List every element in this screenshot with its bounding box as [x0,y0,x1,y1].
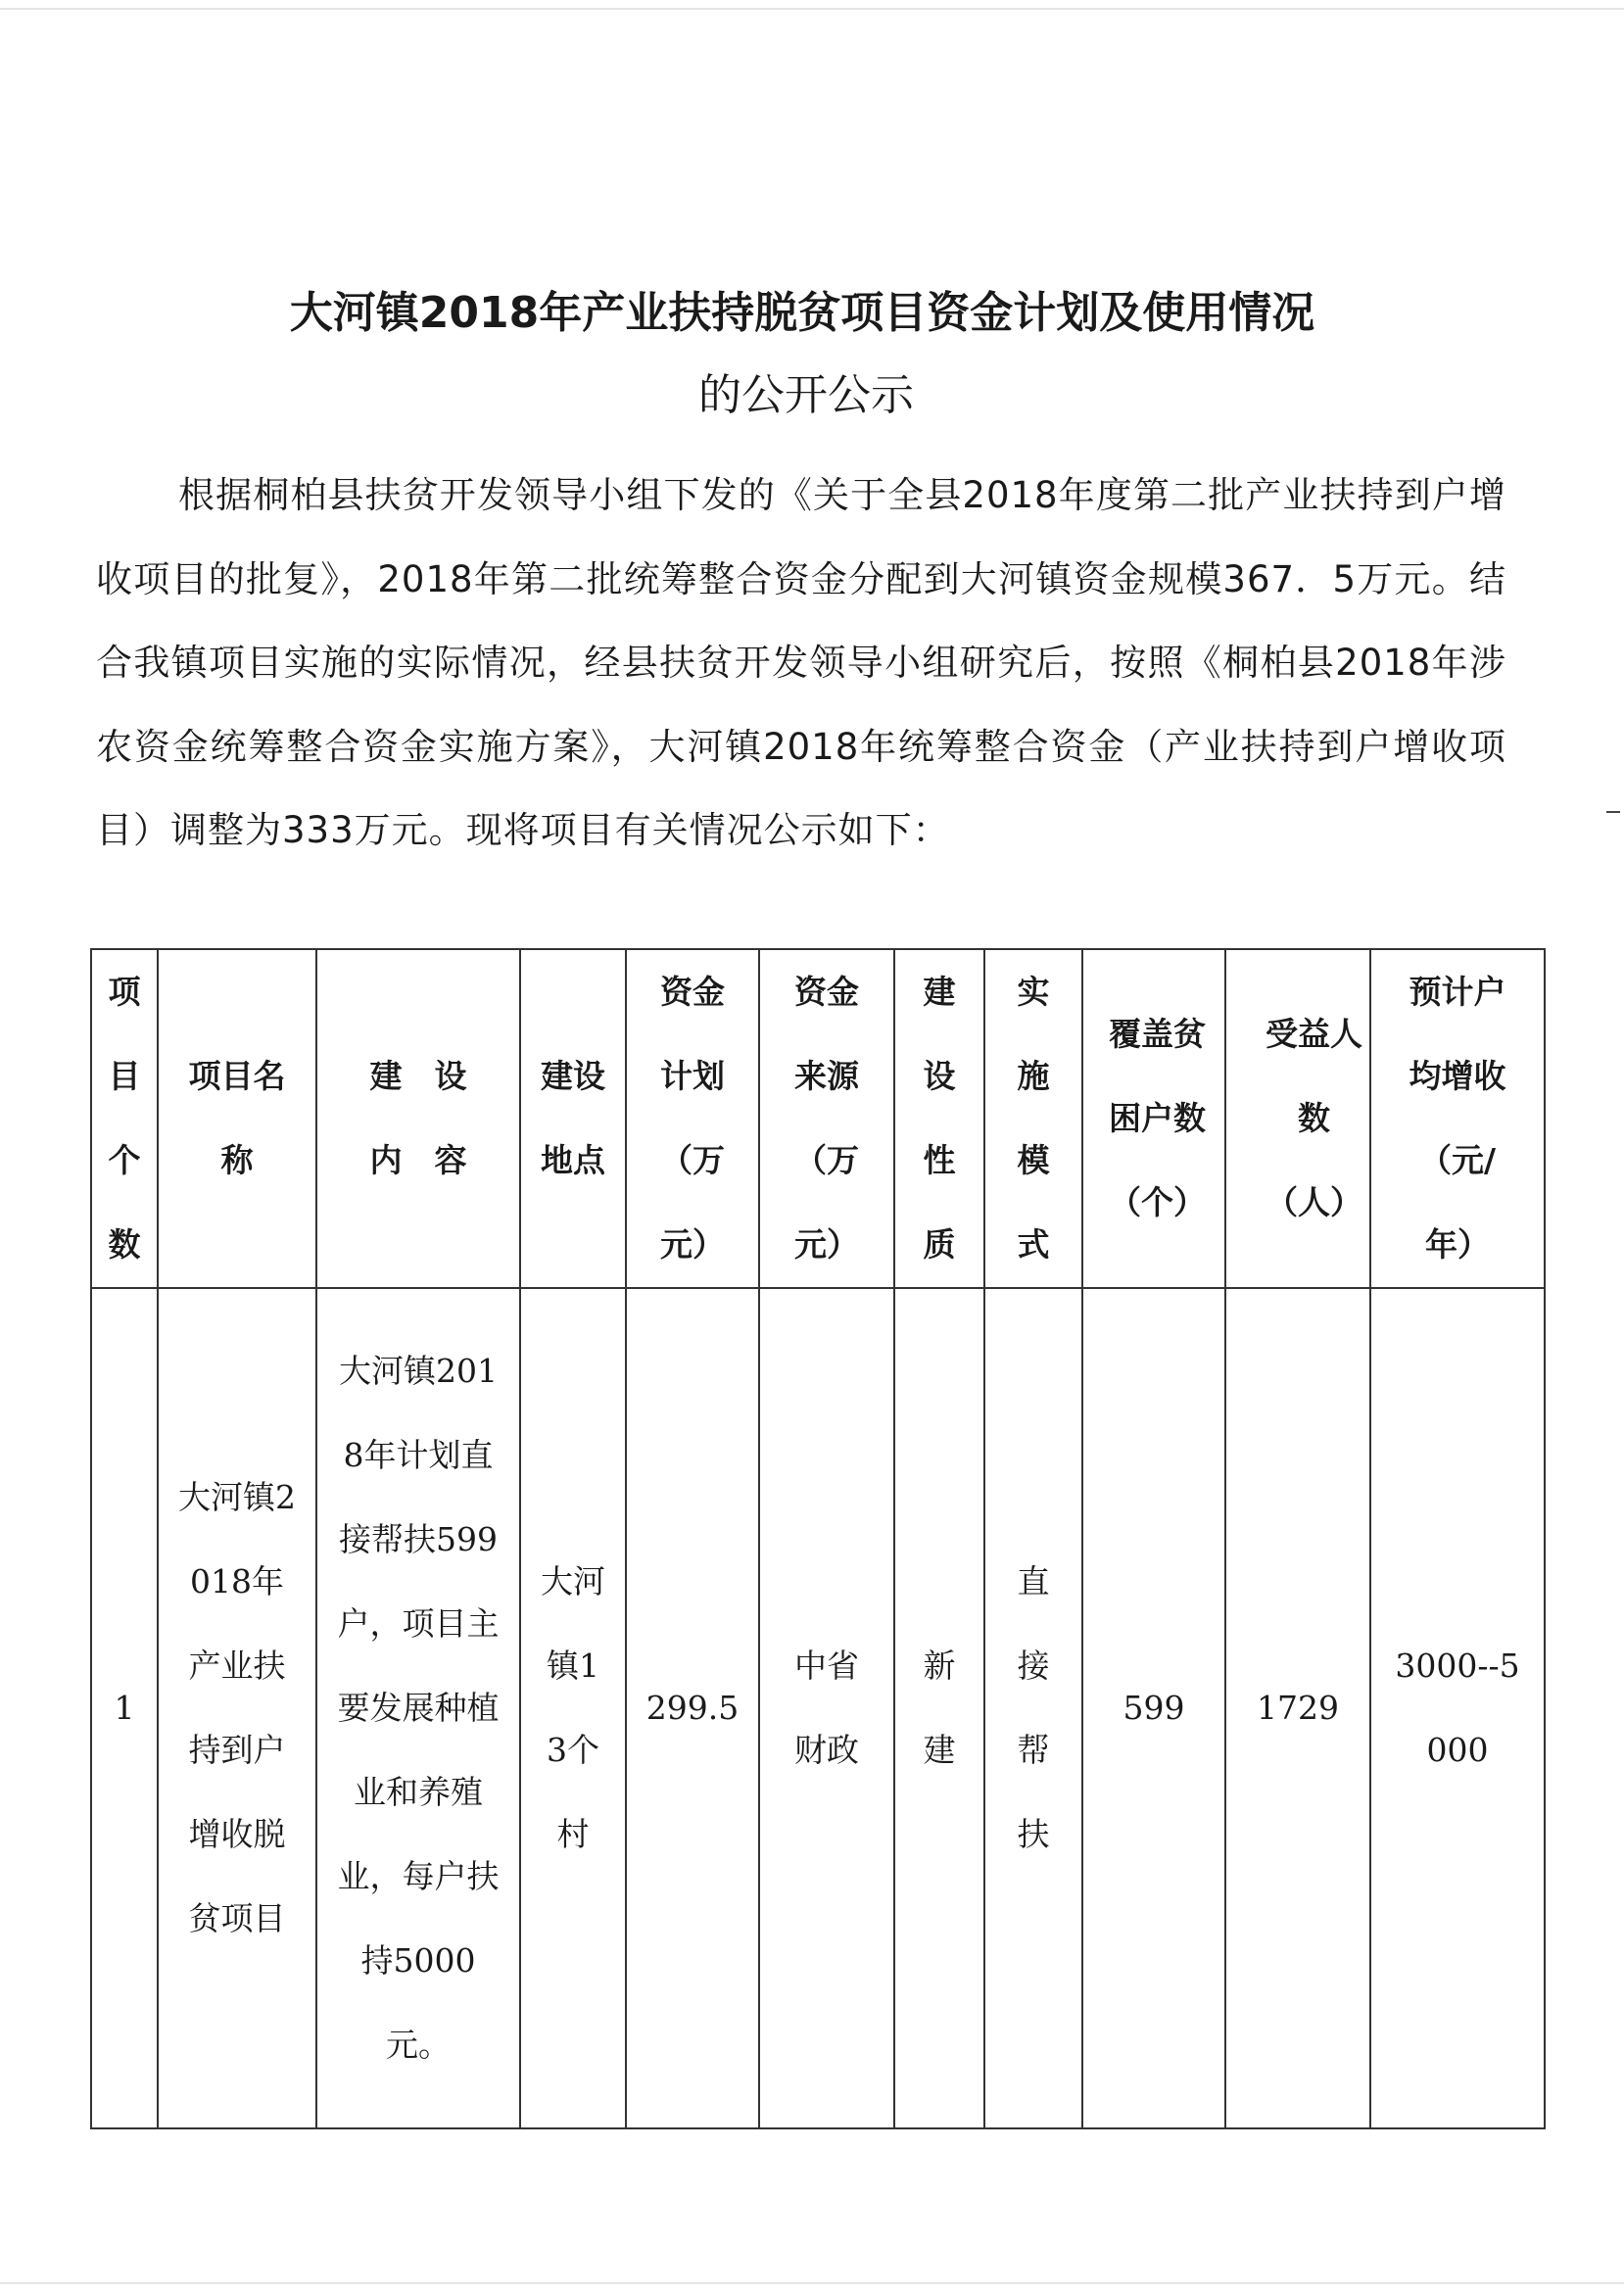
project-table [90,948,1546,2129]
header-cell: 预计户均增收（元/年） [1370,949,1545,1288]
project-content: 大河镇2018年计划直接帮扶599户，项目主要发展种植业和养殖业，每户扶持5000元。 [316,1288,520,2128]
document-title-line2: 的公开公示 [698,370,914,420]
beneficiaries: 1729 [1225,1288,1370,2128]
fund-plan: 299.5 [626,1288,759,2128]
header-cell: 受益人数（人） [1225,949,1370,1288]
covered-households: 599 [1082,1288,1225,2128]
header-cell: 资金来源（万元） [759,949,894,1288]
header-cell: 覆盖贫困户数（个） [1082,949,1225,1288]
table-header-row [91,949,1545,1288]
table-row [91,1288,1545,2128]
header-cell: 项目名称 [158,949,316,1288]
header-cell: 建设地点 [520,949,626,1288]
header-cell: 实施模式 [984,949,1082,1288]
expected-income: 3000--5000 [1370,1288,1545,2128]
body-paragraph: 根据桐柏县扶贫开发领导小组下发的《关于全县2018年度第二批产业扶持到户增收项目的批复》，2018年第二批统筹整合资金分配到大河镇资金规模367．5万元。结合我镇项目实施的实际情况，经县扶贫开发领导小组研究后，按照《桐柏县2018年涉农资金统筹整合资金实施方案》，大河镇2018年统筹整合资金（产业扶持到户增收项目）调整为333万元。现将项目有关情况公示如下： [96,474,1506,851]
project-location: 大河镇13个村 [520,1288,626,2128]
project-name: 大河镇2018年产业扶持到户增收脱贫项目 [158,1288,316,2128]
header-cell: 资金计划（万元） [626,949,759,1288]
scan-edge-mark [1606,811,1620,813]
document-title: 大河镇2018年产业扶持脱贫项目资金计划及使用情况 [289,288,1315,338]
header-cell: 建设性质 [894,949,984,1288]
scan-top-edge [0,8,1624,10]
implementation-mode: 直接帮扶 [984,1288,1082,2128]
project-index: 1 [91,1288,158,2128]
header-cell: 项目个数 [91,949,158,1288]
fund-source: 中省财政 [759,1288,894,2128]
construction-nature: 新建 [894,1288,984,2128]
header-cell: 建 设 内 容 [316,949,520,1288]
scan-bottom-edge [0,2282,1624,2284]
